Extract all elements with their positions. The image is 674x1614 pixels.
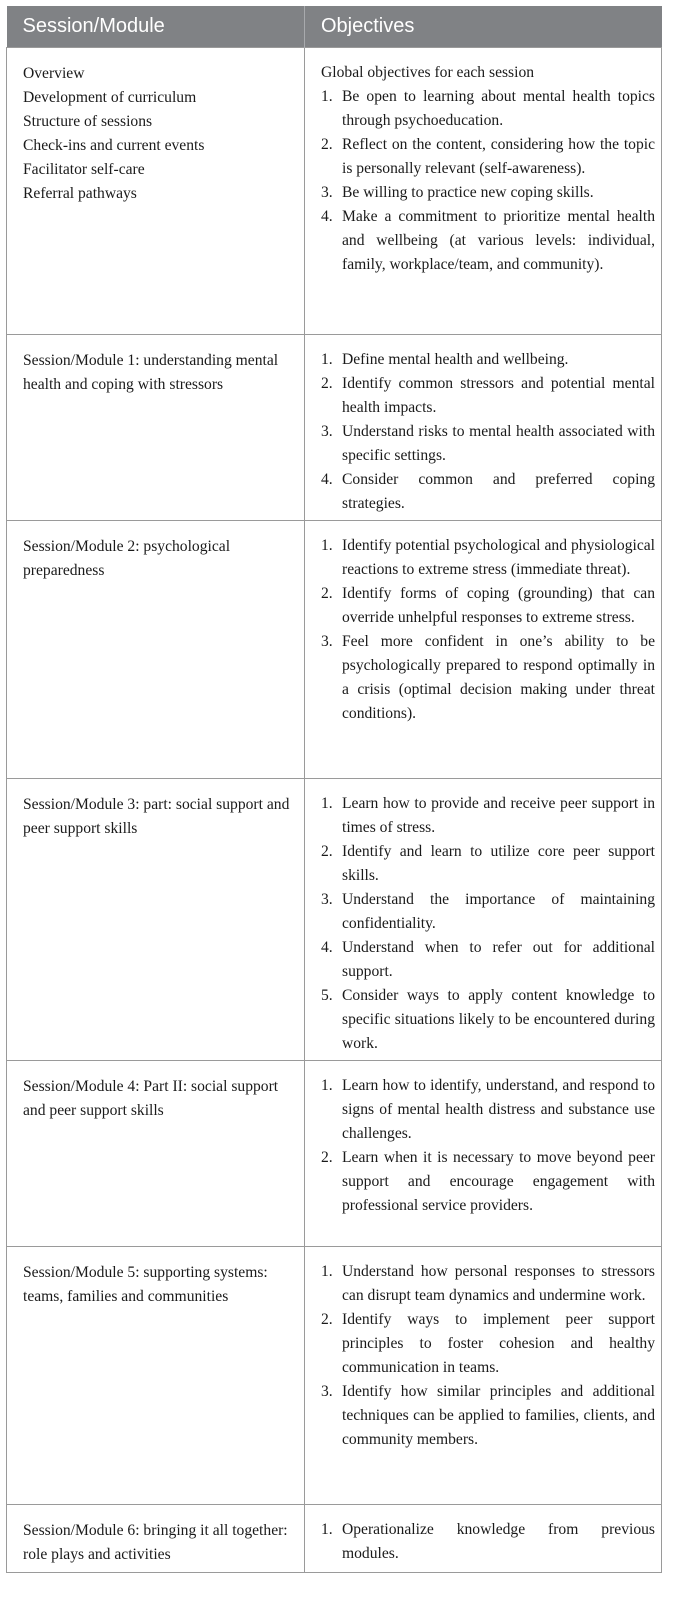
table-row [7,334,662,520]
objective-item: 5. Consider ways to apply content knowledge to specific situations likely to be encountered during work. [321,986,655,1052]
objective-item: 2. Identify ways to implement peer support principles to foster cohesion and healthy communication in teams. [321,1310,655,1376]
objective-item: 4. Understand when to refer out for additional support. [321,938,655,980]
global-objectives-intro: Global objectives for each session [321,63,535,81]
session-cell: Session/Module 3: part: social support and peer support skills [7,778,305,1060]
table-row [7,1060,662,1246]
objectives-cell [305,1504,662,1572]
objective-item: 1. Understand how personal responses to stressors can disrupt team dynamics and undermine work. [321,1262,655,1304]
objective-item: 1. Identify potential psychological and physiological reactions to extreme stress (immediate threat). [321,536,655,578]
objectives-list [321,1074,655,1218]
objectives-list [321,348,655,516]
header-objectives: Objectives [305,6,662,47]
objective-item: 1. Learn how to provide and receive peer support in times of stress. [321,794,655,836]
overview-item: Referral pathways [23,184,137,202]
objectives-cell [305,778,662,1060]
objective-item: 3. Be willing to practice new coping skills. [321,183,594,201]
objective-item: 4. Make a commitment to prioritize mental health and wellbeing (at various levels: individual, family, workplace/team, and community). [321,207,655,273]
table-row [7,47,662,334]
table-row [7,1246,662,1504]
objectives-list [321,1260,655,1452]
session-cell [7,47,305,334]
objective-item: 2. Identify common stressors and potential mental health impacts. [321,374,655,416]
objectives-list [321,1518,655,1566]
objective-item: 3. Identify how similar principles and additional techniques can be applied to families, clients, and community members. [321,1382,655,1448]
objective-item: 3. Understand risks to mental health associated with specific settings. [321,422,655,464]
objectives-list [321,792,655,1056]
objectives-cell [305,47,662,334]
objectives-cell [305,334,662,520]
overview-item: Development of curriculum [23,88,197,106]
objective-item: 4. Consider common and preferred coping strategies. [321,470,655,512]
header-row [7,6,662,47]
table-row [7,1504,662,1572]
session-cell: Session/Module 1: understanding mental health and coping with stressors [7,334,305,520]
curriculum-table [6,6,662,1573]
objectives-cell [305,1060,662,1246]
session-cell: Session/Module 2: psychological preparedness [7,520,305,778]
objective-item: 1. Be open to learning about mental health topics through psychoeducation. [321,87,655,129]
table-row [7,778,662,1060]
session-cell: Session/Module 6: bringing it all together: role plays and activities [7,1504,305,1572]
objective-item: 1. Define mental health and wellbeing. [321,350,569,368]
objectives-cell [305,1246,662,1504]
objective-item: 1. Learn how to identify, understand, and respond to signs of mental health distress and substance use challenges. [321,1076,655,1142]
overview-item: Check-ins and current events [23,136,205,154]
objective-item: 3. Understand the importance of maintaining confidentiality. [321,890,655,932]
objective-item: 1. Operationalize knowledge from previous modules. [321,1520,655,1562]
overview-item: Facilitator self-care [23,160,145,178]
table-row [7,520,662,778]
overview-item: Structure of sessions [23,112,153,130]
objective-item: 2. Identify forms of coping (grounding) that can override unhelpful responses to extreme stress. [321,584,655,626]
objective-item: 2. Identify and learn to utilize core peer support skills. [321,842,655,884]
objectives-cell [305,520,662,778]
objective-item: 3. Feel more confident in one’s ability to be psychologically prepared to respond optimally in a crisis (optimal decision making under threat conditions). [321,632,655,722]
objectives-list [321,85,655,277]
session-cell: Session/Module 5: supporting systems: teams, families and communities [7,1246,305,1504]
session-cell: Session/Module 4: Part II: social support and peer support skills [7,1060,305,1246]
objective-item: 2. Reflect on the content, considering how the topic is personally relevant (self-awareness). [321,135,655,177]
overview-item: Overview [23,64,85,82]
objective-item: 2. Learn when it is necessary to move beyond peer support and encourage engagement with professional service providers. [321,1148,655,1214]
objectives-list [321,534,655,726]
header-session-module: Session/Module [7,6,305,47]
